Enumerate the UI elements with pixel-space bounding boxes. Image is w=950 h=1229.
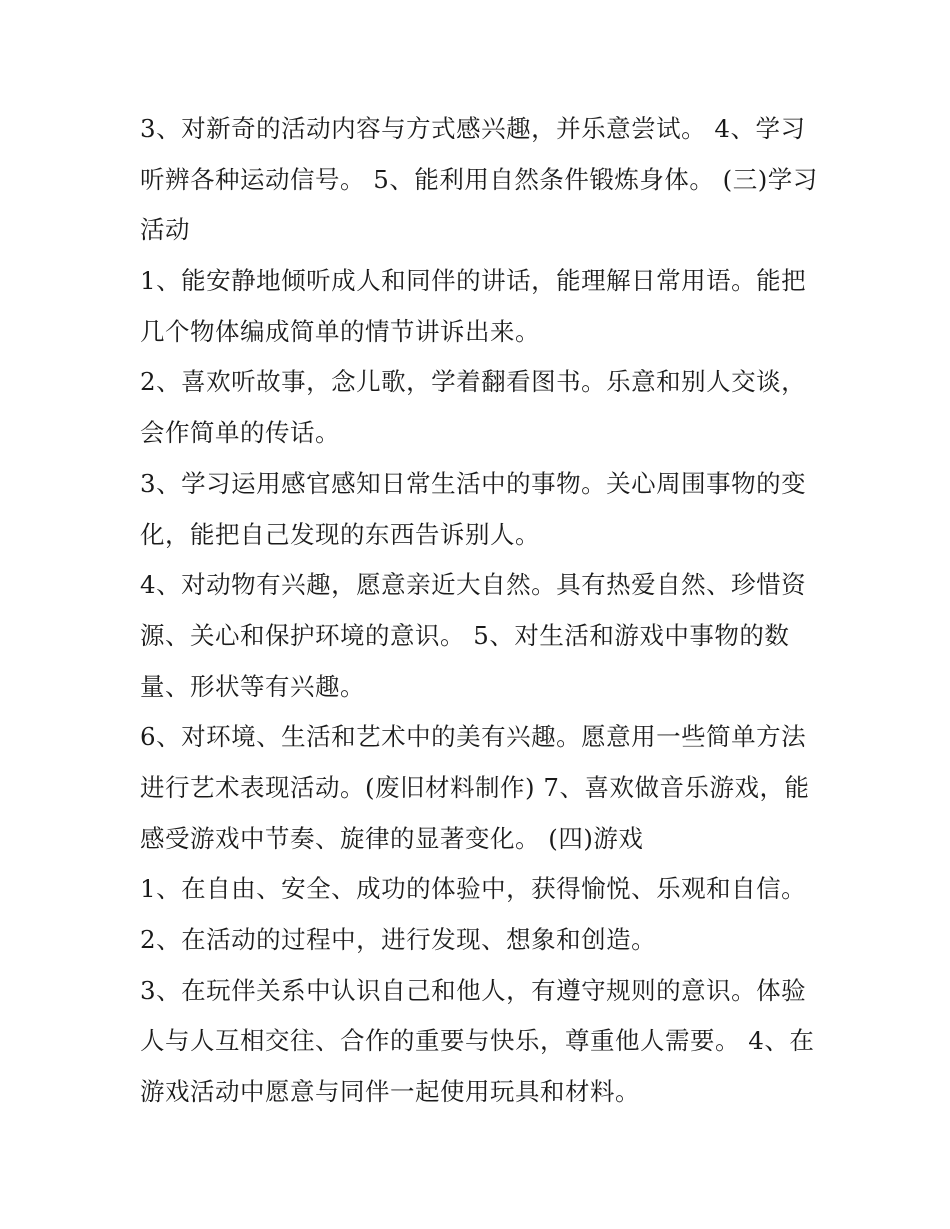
text-line: 6、对环境、生活和艺术中的美有兴趣。愿意用一些简单方法 <box>140 722 807 752</box>
text-line: 会作简单的传话。 <box>140 418 340 448</box>
text-line: 听辨各种运动信号。 5、能利用自然条件锻炼身体。 (三)学习 <box>140 164 818 194</box>
text-line: 1、在自由、安全、成功的体验中，获得愉悦、乐观和自信。 <box>140 874 807 904</box>
text-line: 源、关心和保护环境的意识。 5、对生活和游戏中事物的数 <box>140 620 790 650</box>
text-line: 感受游戏中节奏、旋律的显著变化。 (四)游戏 <box>140 823 644 853</box>
text-line: 化，能把自己发现的东西告诉别人。 <box>140 519 540 549</box>
text-line: 3、学习运用感官感知日常生活中的事物。关心周围事物的变 <box>140 468 807 498</box>
text-line: 活动 <box>140 215 190 245</box>
text-line: 3、对新奇的活动内容与方式感兴趣，并乐意尝试。 4、学习 <box>140 114 806 143</box>
text-line: 人与人互相交往、合作的重要与快乐，尊重他人需要。 4、在 <box>140 1026 815 1056</box>
text-line: 3、在玩伴关系中认识自己和他人，有遵守规则的意识。体验 <box>140 975 807 1005</box>
text-line: 几个物体编成简单的情节讲诉出来。 <box>140 316 540 346</box>
text-line: 量、形状等有兴趣。 <box>140 671 365 701</box>
text-line: 4、对动物有兴趣，愿意亲近大自然。具有热爱自然、珍惜资 <box>140 570 807 600</box>
text-line: 1、能安静地倾听成人和同伴的讲话，能理解日常用语。能把 <box>140 266 807 296</box>
document-body-text <box>140 104 820 1118</box>
text-line: 2、在活动的过程中，进行发现、想象和创造。 <box>140 925 657 954</box>
text-line: 游戏活动中愿意与同伴一起使用玩具和材料。 <box>140 1077 640 1107</box>
text-line: 进行艺术表现活动。(废旧材料制作) 7、喜欢做音乐游戏，能 <box>140 772 810 802</box>
text-line: 2、喜欢听故事，念儿歌，学着翻看图书。乐意和别人交谈， <box>140 367 807 397</box>
